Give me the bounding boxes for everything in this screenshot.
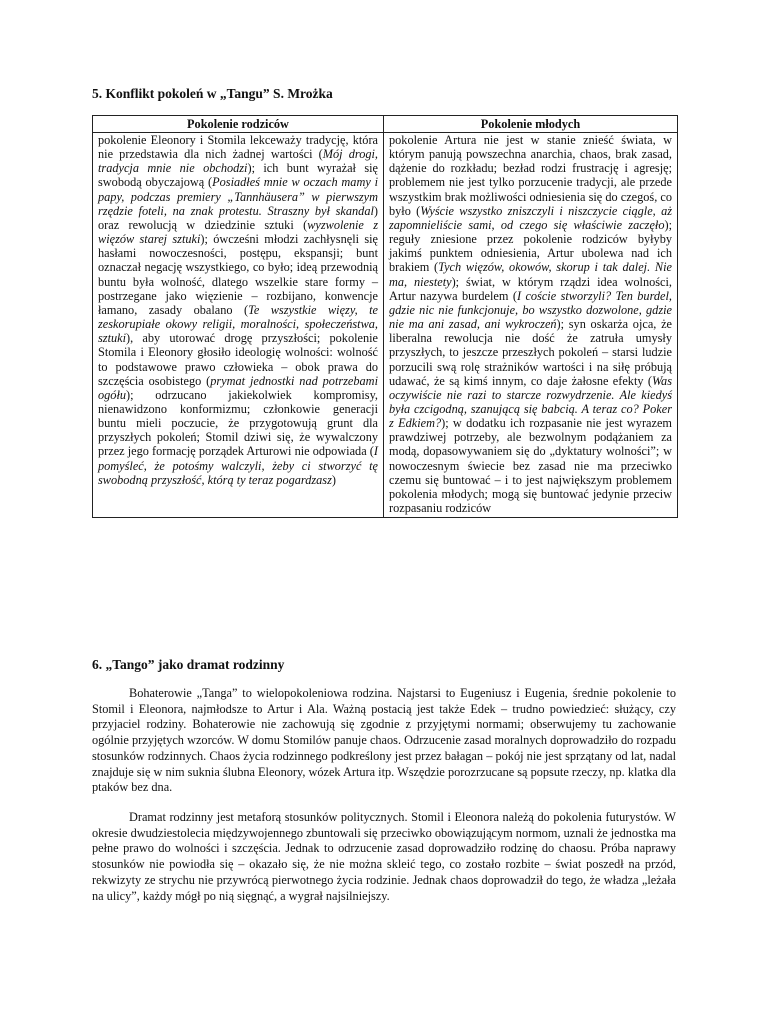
cell-text: pokolenie Eleonory i Stomila lekceważy tradycję, która nie przedstawia dla nich żadnej wartości ( bbox=[98, 133, 378, 162]
cell-text: ); syn oskarża ojca, że liberalna rewolucja nie dość że zatruła umysły przyszłych, to jeszcze przeszłych pokoleń – starsi ludzie porzucili swą rolę strażników wartości i na siłę próbują udawać, że są kimś innym, co daje żałosne efekty ( bbox=[389, 317, 672, 388]
parents-generation-cell bbox=[93, 133, 384, 518]
paragraph-political-metaphor: Dramat rodzinny jest metaforą stosunków politycznych. Stomil i Eleonora należą do pokolenia futurystów. W okresie dwudziestolecia międzywojennego zbuntowali się przeciwko obowiązującym normom, uznali że jednostka ma pełne prawo do wolności i szczęścia. Jednak to odrzucenie zasad doprowadziło rodzinę do chaosu. Próba naprawy stosunków nie powiodła się – okazało się, że nie można skleić tego, co zostało rozbite – świat poszedł na przód, rekwizyty ze strychu nie przywrócą pierwotnego życia rodzinie. Jednak chaos doprowadził do tego, że władza „leżała na ulicy”, każdy mógł po nią sięgnąć, a wygrał najsilniejszy. bbox=[92, 810, 676, 903]
cell-text: ); świat, w którym rządzi idea wolności, Artur nazywa burdelem ( bbox=[389, 274, 672, 303]
quote-text: Was oczywiście nie razi to starcze rozwydrzenie. Ale kiedyś była czcigodną, szanującą się babcią. A teraz co? Poker z Edkiem? bbox=[389, 373, 672, 431]
quote-text: Tych więzów, okowów, skorup i tak dalej. Nie ma, niestety bbox=[389, 260, 672, 289]
quote-text: I coście stworzyli? Ten burdel, gdzie nic nie funkcjonuje, bo wszystko dozwolone, gdzie nie ma ani zasad, ani wykroczeń bbox=[389, 288, 673, 332]
cell-text: ); w dodatku ich rozpasanie nie jest wyrazem prawdziwej potrzeby, ale bezwolnym podążaniem za modą, dopasowywaniem się do „dyktatury wolności”; w nowoczesnym świecie bez zasad nie ma przeciwko czemu się buntować – i to jest największym problemem pokolenia młodych; mogą się buntować jedynie przeciw rozpasaniu rodziców bbox=[389, 416, 672, 516]
cell-text: ); odrzucano jakiekolwiek kompromisy, nienawidzono konformizmu; członkowie generacji buntu mieli poczucie, że przygotowują grunt dla przyszłych pokoleń; Stomil dziwi się, że wywalczony przez jego formację porządek Arturowi nie odpowiada ( bbox=[98, 387, 378, 459]
paragraph-family: Bohaterowie „Tanga” to wielopokoleniowa rodzina. Najstarsi to Eugeniusz i Eugenia, średnie pokolenie to Stomil i Eleonora, najmłodsze to Artur i Ala. Ważną postacią jest także Edek – trudno powiedzieć: służący, czy przyjaciel rodziny. Bohaterowie nie zachowują się zgodnie z przyjętymi normami; obserwujemy tu zachowanie ogólnie przyjętych wzorców. W domu Stomilów panuje chaos. Odrzucenie zasad moralnych doprowadziło do rozpadu stosunków rodzinnych. Chaos życia rodzinnego podkreślony jest przez bałagan – pokój nie jest sprzątany od lat, nadal znajduje się w nim suknia ślubna Eleonory, wózek Artura itp. Wszędzie porozrzucane są popsute rzeczy, np. klatka dla ptaków bez dna. bbox=[92, 686, 676, 795]
table-header-row bbox=[93, 116, 678, 133]
quote-text: prymat jednostki nad potrzebami ogółu bbox=[98, 373, 378, 402]
cell-text: ); reguły zniesione przez pokolenie rodziców byłyby jakimś punktem odniesienia, Artur ubolewa nad ich brakiem ( bbox=[389, 217, 672, 275]
section-5-title: 5. Konflikt pokoleń w „Tangu” S. Mrożka bbox=[92, 86, 333, 101]
quote-text: wyzwolenie z więzów starej sztuki bbox=[98, 217, 378, 247]
generations-comparison-table bbox=[92, 115, 678, 518]
table-row bbox=[93, 133, 678, 518]
header-young-generation: Pokolenie młodych bbox=[384, 116, 678, 133]
quote-text: Posiadłeś mnie w oczach mamy i papy, podczas premiery „Tannhäusera” w pierwszym rzędzie foteli, na znak protestu. Straszny był skandal bbox=[98, 175, 378, 218]
quote-text: I pomyśleć, że potośmy walczyli, żeby ci stworzyć tę swobodną przyszłość, którą ty teraz pogardzasz bbox=[98, 444, 378, 487]
young-generation-cell bbox=[384, 133, 678, 518]
cell-text: ), aby utorować drogę przyszłości; pokolenie Stomila i Eleonory głosiło ideologię wolności: wolność to podstawowe prawo człowieka – obok prawa do szczęścia osobistego ( bbox=[98, 331, 378, 388]
quote-text: Te wszystkie więzy, te zeskorupiałe okowy religii, moralności, społeczeństwa, sztuki bbox=[98, 302, 378, 346]
cell-text: ); ich bunt wyrażał się swobodą obyczajową ( bbox=[98, 161, 378, 190]
quote-text: Wyście wszystko zniszczyli i niszczycie ciągle, aż zapomnieliście sami, od czego się właściwie zaczęło bbox=[389, 203, 672, 232]
cell-text: ) oraz rewolucją w dziedzinie sztuki ( bbox=[98, 203, 378, 232]
cell-text: ) bbox=[331, 472, 336, 487]
section-6-title: 6. „Tango” jako dramat rodzinny bbox=[92, 657, 285, 672]
header-parents-generation: Pokolenie rodziców bbox=[93, 116, 384, 133]
cell-text: ); ówcześni młodzi zachłysnęli się hasłami nowoczesności, postępu, ekspansji; bunt oznaczał negację wszystkiego, co było; ideą przewodnią buntu była wolność, dlatego wszelkie stare formy – postrzegane jako więzienie – rozbijano, konwencje łamano, zasady obalano ( bbox=[98, 232, 378, 317]
cell-text: pokolenie Artura nie jest w stanie znieść świata, w którym panują powszechna anarchia, chaos, brak zasad, dążenie do rozkładu; bezład rodzi frustrację i agresję; problemem nie jest tylko porzucenie tradycji, ale przede wszystkim brak możliwości odniesienia się do czegoś, co było ( bbox=[389, 133, 672, 218]
quote-text: Mój drogi, tradycja mnie nie obchodzi bbox=[98, 147, 378, 176]
